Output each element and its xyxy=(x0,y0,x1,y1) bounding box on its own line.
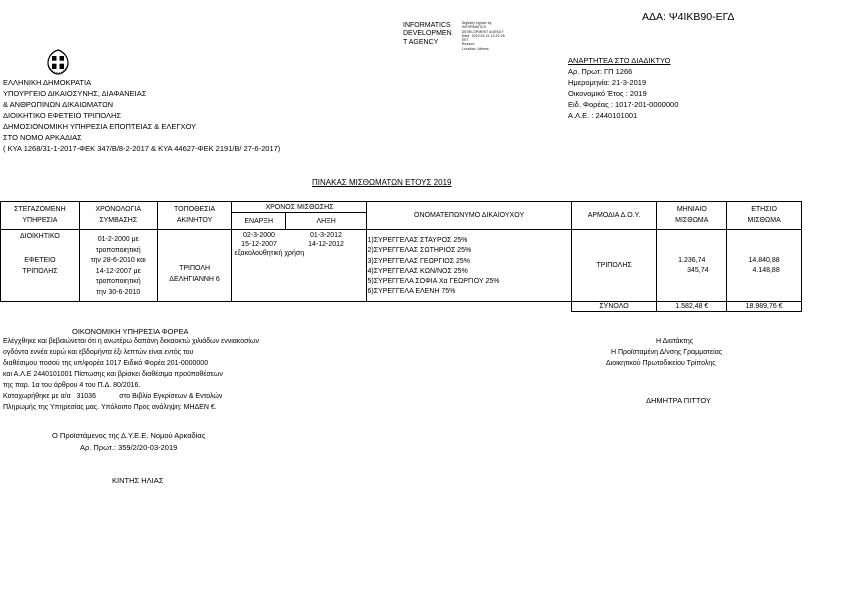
cert-line: Ελέγχθηκε και βεβαιώνεται ότι η ανωτέρω δαπάνη δεκαοκτώ χιλιάδων εννιακοσίων xyxy=(3,338,259,345)
cell-names xyxy=(367,230,571,302)
etisio-1: 14.840,88 xyxy=(748,256,780,264)
table-title: ΠΙΝΑΚΑΣ ΜΙΣΘΩΜΑΤΩΝ ΕΤΟΥΣ 2019 xyxy=(312,178,452,187)
cell-xronologia: 01-2-2000 με τροποποιητική την 28-6-2010 και 14-12-2007 με τροποποιητική την 30-6-2010 xyxy=(79,230,157,302)
leases-table xyxy=(0,201,802,312)
head-title: Ο Προϊστάμενος της Δ.Υ.Ε.Ε. Νομού Αρκαδίας xyxy=(52,431,206,440)
head-protocol: Αρ. Πρωτ.: 359/2/20-03-2019 xyxy=(80,443,178,452)
cell-etisio xyxy=(727,230,802,302)
cert-line: διαθέσιμου ποσού της υπ/φορέα 1017 Ειδικό Φορέα 201-0000000 xyxy=(3,360,209,367)
lixi-1: 01-3-2012 xyxy=(310,232,342,239)
service-title: ΟΙΚΟΝΟΜΙΚΗ ΥΠΗΡΕΣΙΑ ΦΟΡΕΑ xyxy=(72,327,189,336)
stamp-detail: Digitally signed by xyxy=(462,21,492,25)
info-line: Α.Λ.Ε. : 2440101001 xyxy=(568,111,638,120)
header-line: & ΑΝΘΡΩΠΙΝΩΝ ΔΙΚΑΙΩΜΑΤΩΝ xyxy=(3,100,114,109)
info-line: Οικονομικό Έτος : 2019 xyxy=(568,89,647,98)
ypiresia-bottom: ΕΦΕΤΕΙΟ ΤΡΙΠΟΛΗΣ xyxy=(22,257,58,275)
cell-xronos xyxy=(232,230,367,302)
header-miniaio: ΜΗΝΙΑΙΟ ΜΙΣΘΩΜΑ xyxy=(657,202,727,230)
beneficiary: 2)ΣΥΡΕΓΓΕΛΑΣ ΣΩΤΗΡΙΟΣ 25% xyxy=(367,247,472,255)
beneficiary: 1)ΣΥΡΕΓΓΕΛΑΣ ΣΤΑΥΡΟΣ 25% xyxy=(367,237,468,244)
total-row xyxy=(1,302,802,312)
signatory-name: ΔΗΜΗΤΡΑ ΠΙΤΤΟΥ xyxy=(646,396,711,405)
signatory-line: Διοικητικού Πρωτοδικείου Τρίπολης xyxy=(606,360,716,367)
header-line: ΔΙΟΙΚΗΤΙΚΟ ΕΦΕΤΕΙΟ ΤΡΙΠΟΛΗΣ xyxy=(3,111,122,120)
header-enarxi: ΕΝΑΡΞΗ xyxy=(232,213,285,230)
ypiresia-top: ΔΙΟΙΚΗΤΙΚΟ xyxy=(19,233,60,240)
stamp-detail: Reason: xyxy=(462,42,476,47)
info-line: Ειδ. Φορέας : 1017-201-0000000 xyxy=(568,100,679,109)
enarxi-2: 15-12-2007 xyxy=(241,241,277,248)
etisio-2: 4.148,88 xyxy=(752,266,780,274)
stamp-line: T AGENCY xyxy=(403,38,439,46)
lixi-2: 14-12-2012 xyxy=(308,241,344,248)
stamp-line: INFORMATICS xyxy=(403,22,451,29)
head-name: ΚΙΝΤΗΣ ΗΛΙΑΣ xyxy=(112,476,164,485)
stamp-detail: Date: 2019.03.21 12:22:28 xyxy=(462,33,505,38)
digital-signature-details xyxy=(462,21,505,51)
document-info xyxy=(568,55,678,121)
total-etisio: 18.989,76 € xyxy=(727,302,802,312)
total-miniaio: 1.582,48 € xyxy=(657,302,727,312)
stamp-detail: DEVELOPMENT AGENCY xyxy=(462,29,504,34)
header-line: ΔΗΜΟΣΙΟΝΟΜΙΚΗ ΥΠΗΡΕΣΙΑ ΕΠΟΠΤΕΙΑΣ & ΕΛΕΓΧΟΥ xyxy=(3,122,197,131)
header-xronos: ΧΡΟΝΟΣ ΜΙΣΘΩΣΗΣ xyxy=(232,202,367,213)
header-line: ΕΛΛΗΝΙΚΗ ΔΗΜΟΚΡΑΤΙΑ xyxy=(3,78,92,87)
digital-signature-stamp xyxy=(403,22,452,47)
cell-doy: ΤΡΙΠΟΛΗΣ xyxy=(571,230,657,302)
cert-line: της παρ. 1α του άρθρου 4 του Π.Δ. 80/2016. xyxy=(3,382,141,389)
cert-line: Καταχωρήθηκε με α/α 31036 στο Βιβλίο Εγκρίσεων & Εντολών xyxy=(3,393,223,400)
cert-line: ογδόντα εννέα ευρώ και εβδομήντα έξι λεπτών είναι εντός του xyxy=(3,349,194,356)
beneficiary: 4)ΣΥΡΕΓΓΕΛΑΣ ΚΩΝ/ΝΟΣ 25% xyxy=(367,267,468,275)
stamp-detail: EET xyxy=(462,38,469,43)
stamp-detail: Location: Athens xyxy=(462,46,489,51)
info-line: Ημερομηνία: 21-3-2019 xyxy=(568,78,647,87)
beneficiary: 6)ΣΥΡΕΓΓΕΛΑ ΕΛΕΝΗ 75% xyxy=(367,288,456,296)
signatory-line: Η Διατάκτης xyxy=(656,338,694,345)
signatory-line: Η Προϊσταμένη Δ/νσης Γραμματείας xyxy=(611,349,723,356)
header-topothesia: ΤΟΠΟΘΕΣΙΑ ΑΚΙΝΗΤΟΥ xyxy=(157,202,232,230)
info-line: Αρ. Πρωτ: ΓΠ 1266 xyxy=(568,67,633,76)
ada-code: ΑΔΑ: Ψ4ΙΚΒ90-ΕΓΔ xyxy=(642,11,735,23)
issuer-header xyxy=(3,77,280,154)
header-lixi: ΛΗΞΗ xyxy=(285,213,367,230)
cell-ypiresia xyxy=(1,230,80,302)
stamp-detail: INFORMATICS xyxy=(462,25,486,30)
cert-line: και Α.Λ.Ε 2440101001 Πίστωσης και βρίσκει διαθέσιμα προϋποθέσεων xyxy=(3,371,223,378)
greek-emblem-icon xyxy=(44,48,72,76)
certification-text xyxy=(3,336,259,413)
header-line: ΥΠΟΥΡΓΕΙΟ ΔΙΚΑΙΟΣΥΝΗΣ, ΔΙΑΦΑΝΕΙΑΣ xyxy=(3,89,147,98)
signatory-block xyxy=(608,336,722,369)
beneficiary: 5)ΣΥΡΕΓΓΕΛΑ ΣΟΦΙΑ Χα ΓΕΩΡΓΙΟΥ 25% xyxy=(367,278,500,286)
header-onomatepwnymo: ΟΝΟΜΑΤΕΠΩΝΥΜΟ ΔΙΚΑΙΟΥΧΟΥ xyxy=(367,202,571,230)
header-xronologia: ΧΡΟΝΟΛΟΓΙΑ ΣΥΜΒΑΣΗΣ xyxy=(79,202,157,230)
cert-line: Πληρωμής της Υπηρεσίας μας. Υπόλοιπο Προς ανάληψη: ΜΗΔΕΝ €. xyxy=(3,404,217,411)
header-stegazomeni: ΣΤΕΓΑΖΟΜΕΝΗ ΥΠΗΡΕΣΙΑ xyxy=(1,202,80,230)
enarxi-1: 02-3-2000 xyxy=(243,232,275,239)
total-spacer xyxy=(1,302,572,312)
header-line: ΣΤΟ ΝΟΜΟ ΑΡΚΑΔΙΑΣ xyxy=(3,133,82,142)
miniaio-1: 1.236,74 xyxy=(678,256,706,264)
header-line: ( ΚΥΑ 1268/31-1-2017-ΦΕΚ 347/Β/8-2-2017 & ΚΥΑ 44627-ΦΕΚ 2191/Β/ 27-6-2017) xyxy=(3,144,281,153)
beneficiary: 3)ΣΥΡΕΓΓΕΛΑΣ ΓΕΩΡΓΙΟΣ 25% xyxy=(367,257,470,265)
stamp-line: DEVELOPMEN xyxy=(403,30,452,38)
miniaio-2: 345,74 xyxy=(687,266,709,274)
total-label: ΣΥΝΟΛΟ xyxy=(571,302,657,312)
header-etisio: ΕΤΗΣΙΟ ΜΙΣΘΩΜΑ xyxy=(727,202,802,230)
cell-topothesia: ΤΡΙΠΟΛΗ ΔΕΛΗΓΙΑΝΝΗ 6 xyxy=(157,230,232,302)
table-row xyxy=(1,230,802,302)
cell-miniaio xyxy=(657,230,727,302)
publish-notice: ΑΝΑΡΤΗΤΕΑ ΣΤΟ ΔΙΑΔΙΚΤΥΟ xyxy=(568,56,671,65)
extension-note: εξακολουθητική χρήση xyxy=(234,250,305,257)
header-doy: ΑΡΜΟΔΙΑ Δ.Ο.Υ. xyxy=(571,202,657,230)
